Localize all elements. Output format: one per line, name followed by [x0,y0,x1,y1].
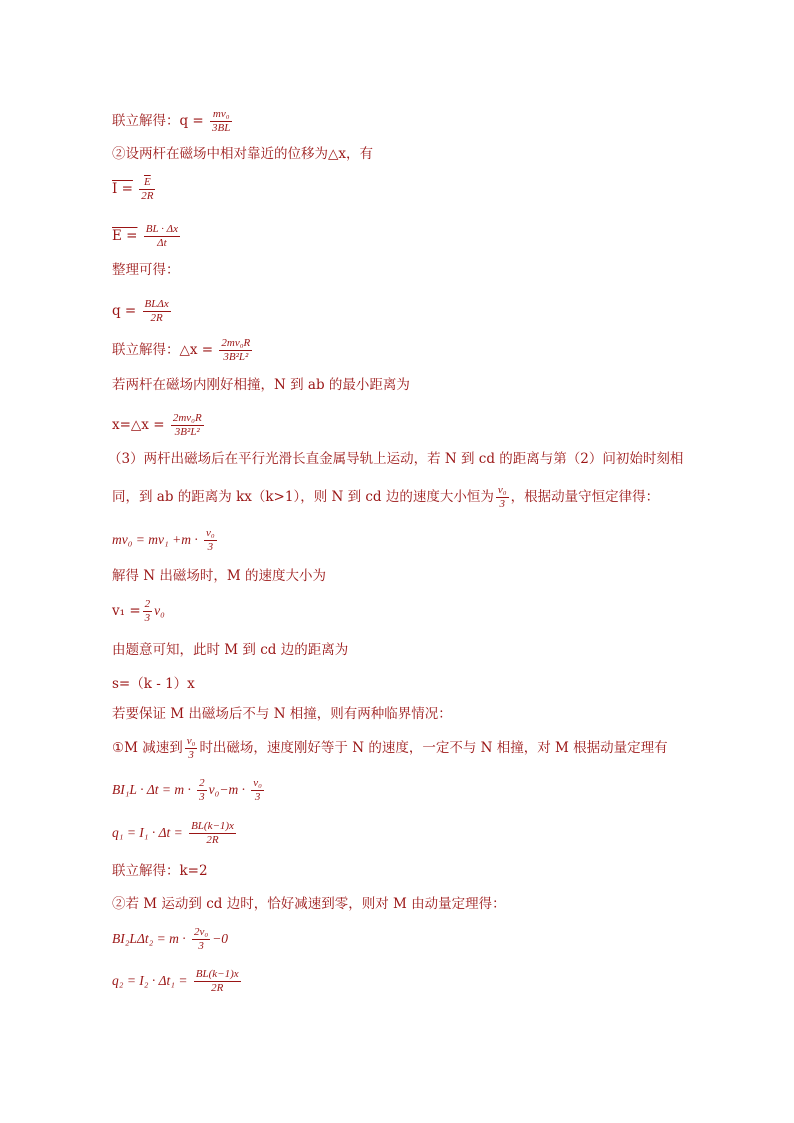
line-3 [112,176,157,203]
text: ①M 减速到 [112,740,183,756]
text: q = [112,303,137,319]
line-10: （3）两杆出磁场后在平行光滑长直金属导轨上运动，若 N 到 cd 的距离与第（2）问初始时刻相 [108,451,684,467]
fraction: $\frac{\text{BLΔx}}{2R}$ [144,298,169,324]
text: mv₀ = mv₁ +m · [112,532,198,547]
line-4 [112,223,182,250]
text: 时出磁场，速度刚好等于 N 的速度，一定不与 N 相撞，对 M 根据动量定理有 [199,740,668,756]
line-6 [112,298,173,325]
text: ，根据动量守恒定律得： [510,489,660,505]
fraction: $\frac{\text{v₀}}{3}$ [253,777,262,803]
text: v₀−m · [208,782,245,797]
fraction: $\frac{BL(k-1)x}{2R}$ [191,820,234,846]
text: 联立解得：△x = [112,342,214,358]
text: 同，到 ab 的距离为 kx（k>1），则 N 到 cd 边的速度大小恒为 [112,489,494,505]
fraction: $\frac{\text{2mv₀R}}{\text{3B²L²}}$ [221,337,251,363]
line-18 [112,735,668,762]
text: q₂ = I₂ · Δt₁ = [112,973,188,988]
fraction: $\frac{\text{2mv₀R}}{\text{3B²L²}}$ [172,412,202,438]
fraction: $\frac{2}{3}$ [199,777,205,803]
text: I = [112,181,133,197]
line-22: ②若 M 运动到 cd 边时，恰好减速到零，则对 M 由动量定理得： [112,896,506,912]
text: v₀ [154,603,165,618]
line-17: 若要保证 M 出磁场后不与 N 相撞，则有两种临界情况： [112,706,452,722]
line-1 [112,108,234,135]
text: q₁ = I₁ · Δt = [112,825,183,840]
line-8: 若两杆在磁场内刚好相撞，N 到 ab 的最小距离为 [112,377,410,393]
line-11 [112,484,659,511]
line-5: 整理可得： [112,262,180,278]
line-12 [112,527,219,554]
line-7 [112,337,254,364]
fraction: $\frac{\text{mv₀}}{3BL}$ [212,108,231,134]
line-24 [112,968,243,995]
fraction: $\frac{\text{v₀}}{3}$ [186,735,196,761]
fraction: $\frac{\text{v₀}}{3}$ [206,527,215,553]
line-14 [112,598,165,625]
text: v₁ = [112,603,141,619]
fraction: $\frac{\overline{E}}{2R}$ [141,176,154,202]
line-9 [112,412,206,439]
fraction: $\frac{2}{3}$ [144,598,151,624]
text: 联立解得：q = [112,113,204,129]
text: BI₁L · Δt = m · [112,782,191,797]
line-13: 解得 N 出磁场时，M 的速度大小为 [112,568,327,584]
fraction: $\frac{BL \cdot \Delta x}{\Delta t}$ [145,223,178,249]
line-19 [112,777,266,804]
line-23 [112,926,228,953]
fraction: $\frac{\text{v₀}}{3}$ [497,484,507,510]
line-21: 联立解得：k=2 [112,863,208,879]
fraction: $\frac{\text{2v₀}}{3}$ [193,926,209,952]
fraction: $\frac{BL(k-1)x}{2R}$ [195,968,239,994]
text: −0 [212,931,229,946]
line-2: ②设两杆在磁场中相对靠近的位移为△x，有 [112,146,373,162]
line-15: 由题意可知，此时 M 到 cd 边的距离为 [112,642,349,658]
line-20 [112,820,238,847]
text: BI₂LΔt₂ = m · [112,931,186,946]
text: E = [112,228,138,244]
line-16: s=（k - 1）x [112,676,195,692]
text: x=△x = [112,417,165,433]
